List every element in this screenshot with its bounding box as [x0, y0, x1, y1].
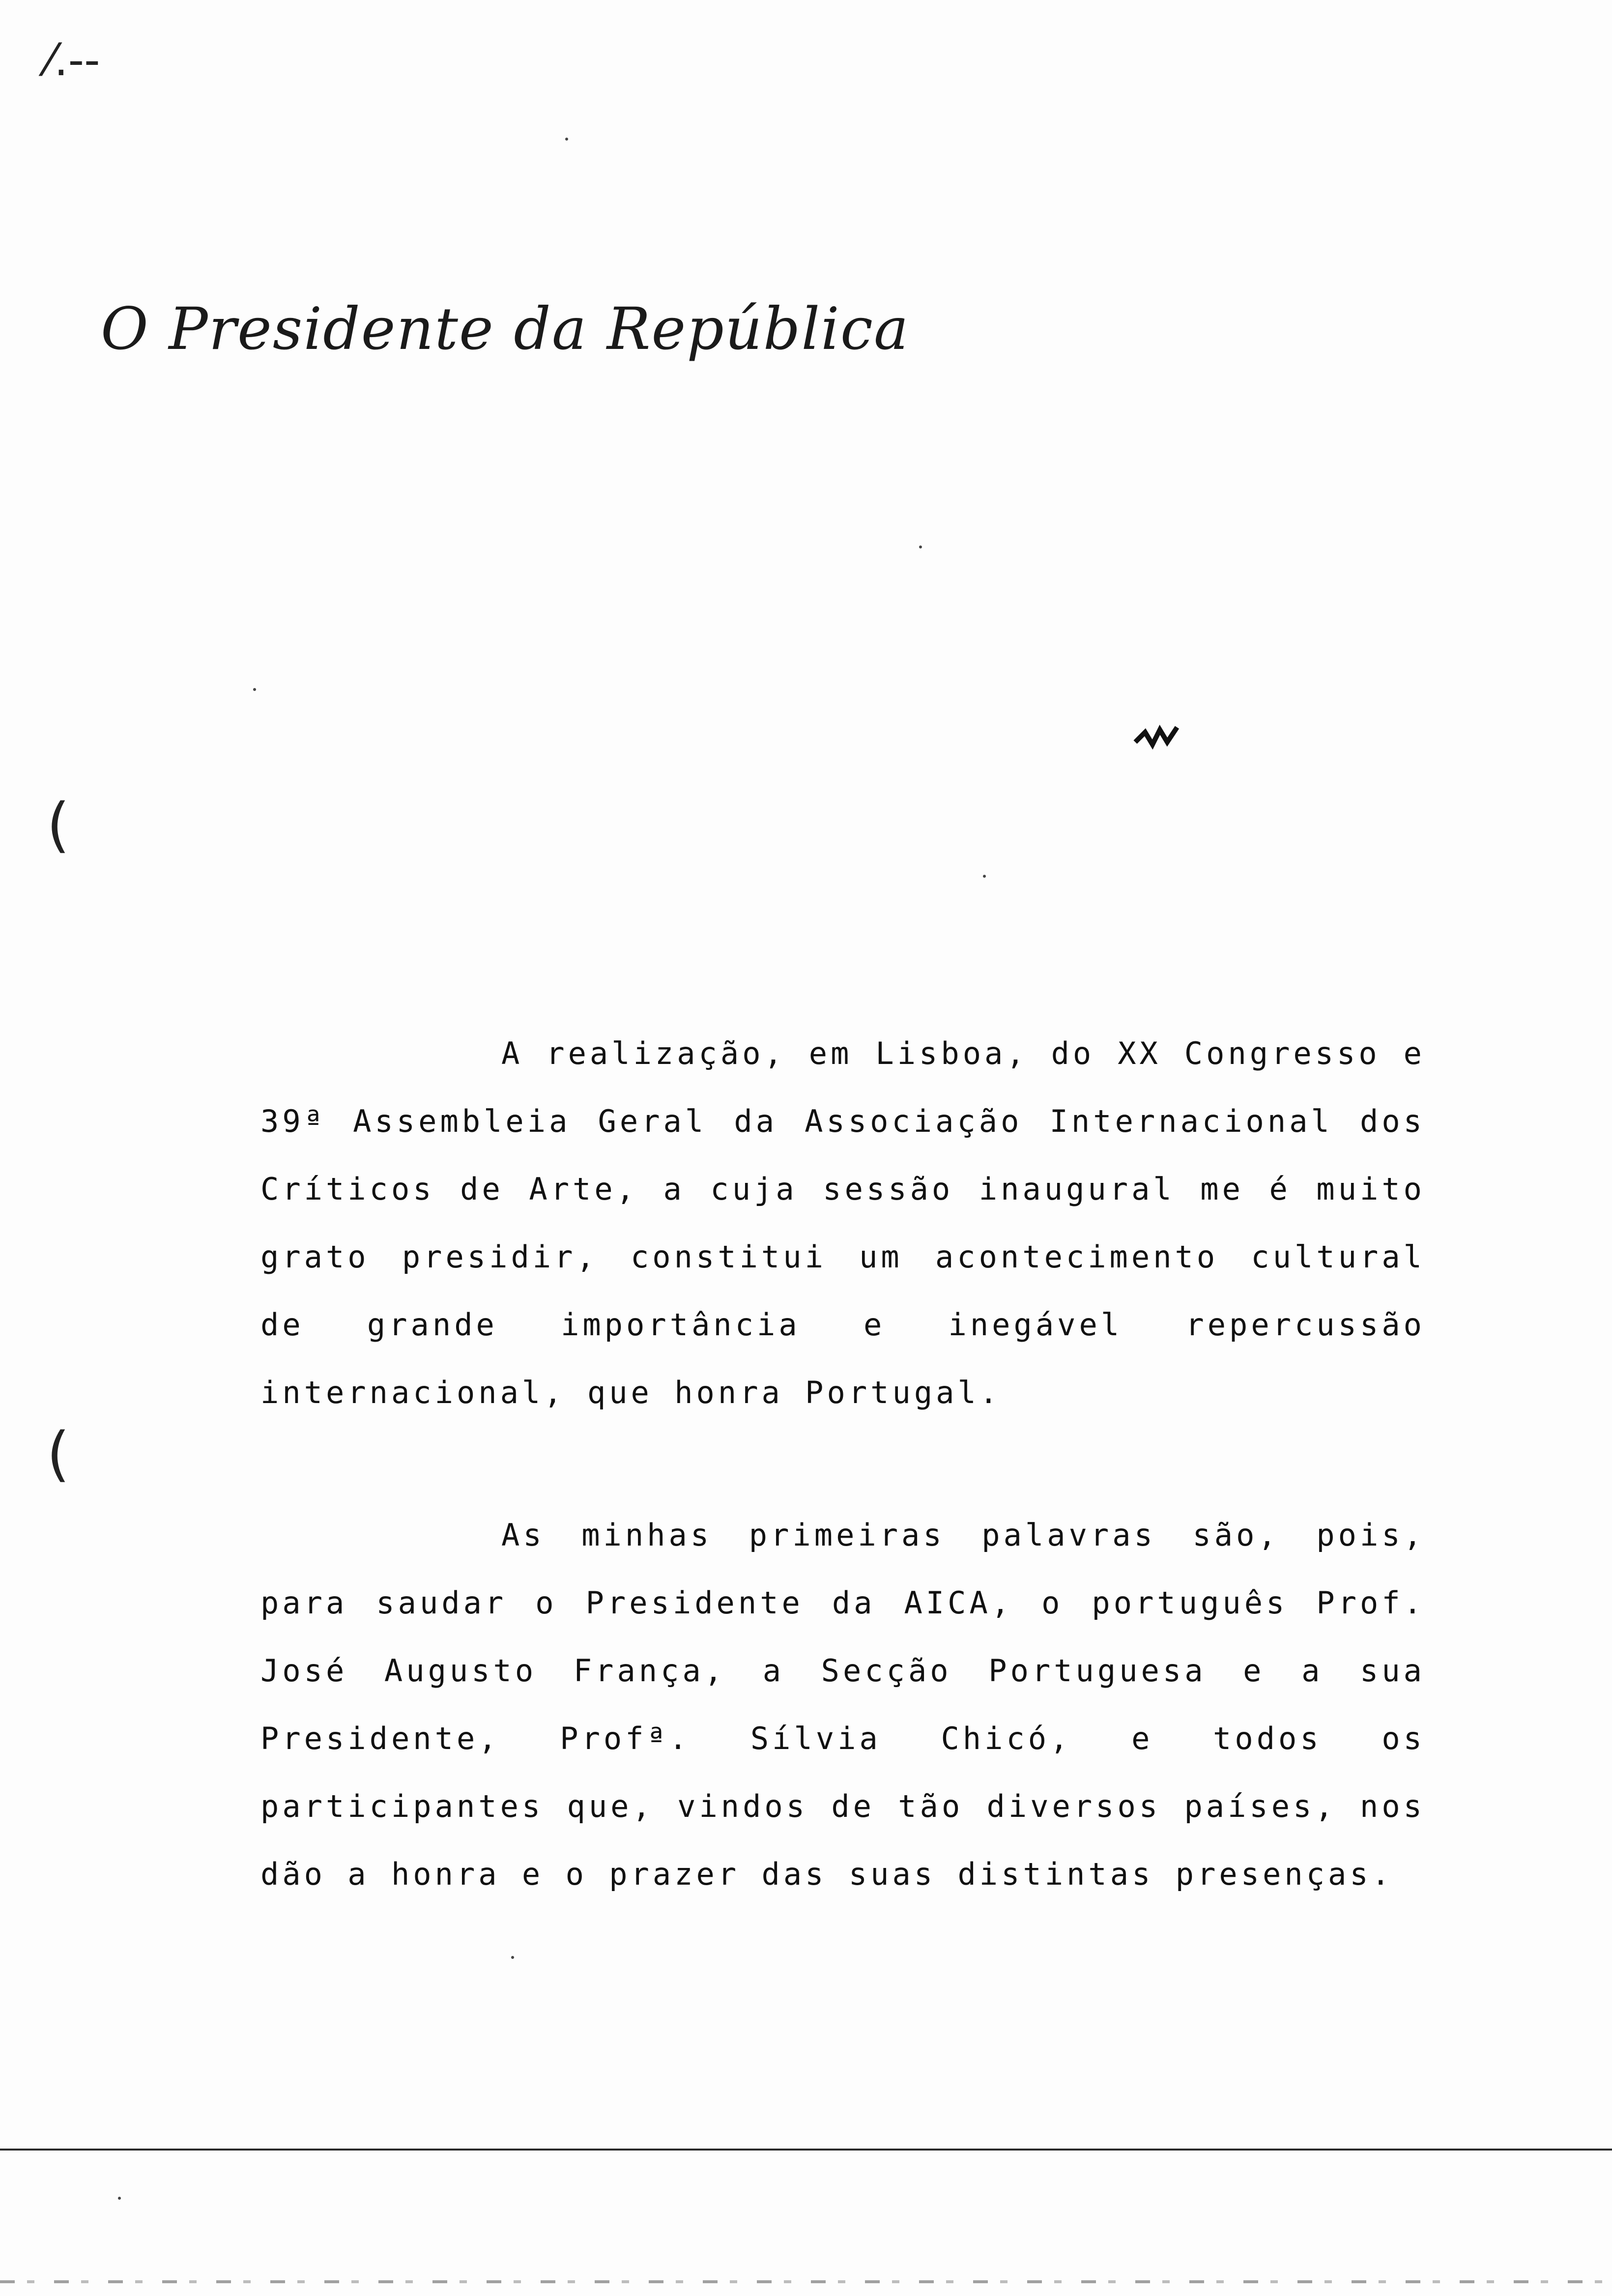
- scan-edge-noise: [0, 2280, 1612, 2283]
- scan-speck: [253, 688, 256, 691]
- handwritten-mark: ⁄.--: [47, 34, 100, 86]
- paragraph: [260, 1020, 1425, 1427]
- paragraph-text: As minhas primeiras palavras são, pois, para saudar o Presidente da AICA, o português Prof. José Augusto França, a Secção Portuguesa e a sua Presidente, Profª. Sílvia Chicó, e todos os participantes que, vindos de tão diversos países, nos dão a honra e o prazer das suas distintas presenças.: [260, 1517, 1425, 1892]
- horizontal-rule: [0, 2149, 1612, 2151]
- scan-speck: [565, 138, 568, 141]
- punch-hole-mark: (: [47, 791, 70, 860]
- scan-speck: [983, 875, 986, 878]
- ink-smudge: [1130, 722, 1189, 764]
- smudge-shape: [1130, 722, 1189, 757]
- scan-speck: [511, 1956, 514, 1959]
- paragraph: [260, 1501, 1425, 1908]
- paragraph-text: A realização, em Lisboa, do XX Congresso e 39ª Assembleia Geral da Associação Internacional dos Críticos de Arte, a cuja sessão inaugural me é muito grato presidir, constitui um acontecimento cultural de grande importância e inegável repercussão internacional, que honra Portugal.: [260, 1035, 1425, 1410]
- letterhead: O Presidente da República: [101, 295, 910, 363]
- punch-hole-mark: (: [47, 1420, 70, 1489]
- scan-speck: [919, 545, 922, 548]
- scan-speck: [118, 2197, 121, 2200]
